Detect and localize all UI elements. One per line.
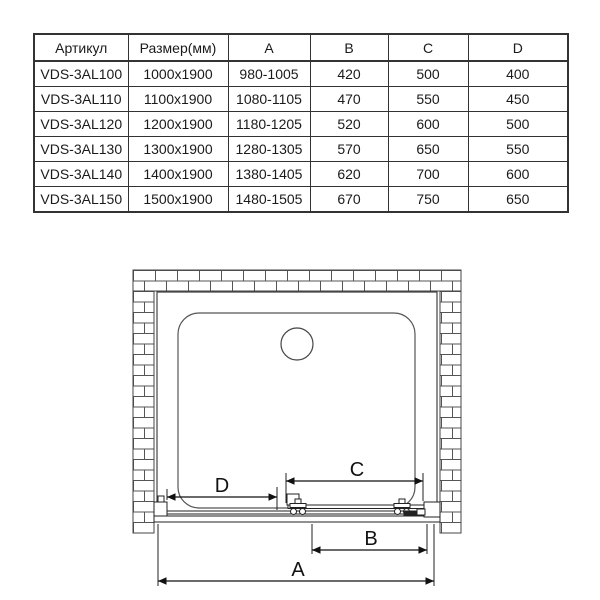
drain-circle bbox=[281, 328, 313, 360]
col-header-b: B bbox=[310, 34, 388, 61]
cell-b: 520 bbox=[310, 112, 388, 137]
roller-plate bbox=[394, 504, 410, 508]
left-wall-profile bbox=[154, 502, 167, 516]
cell-c: 750 bbox=[388, 187, 468, 213]
cell-d: 550 bbox=[468, 137, 568, 162]
cell-d: 500 bbox=[468, 112, 568, 137]
wall-left bbox=[133, 291, 154, 533]
right-wall-profile bbox=[424, 502, 440, 517]
cell-size: 1500x1900 bbox=[128, 187, 228, 213]
left-profile-tab bbox=[158, 496, 164, 502]
roller-tab bbox=[399, 499, 405, 504]
door-handle bbox=[404, 511, 418, 516]
cell-b: 420 bbox=[310, 61, 388, 87]
cell-c: 500 bbox=[388, 61, 468, 87]
roller-wheel bbox=[300, 509, 306, 515]
bottom-profile bbox=[154, 516, 440, 522]
roller-plate bbox=[290, 504, 306, 508]
cell-a: 1480-1505 bbox=[228, 187, 310, 213]
cell-d: 600 bbox=[468, 162, 568, 187]
cell-size: 1300x1900 bbox=[128, 137, 228, 162]
right-profile-tab bbox=[417, 509, 425, 515]
col-header-c: C bbox=[388, 34, 468, 61]
col-header-article: Артикул bbox=[34, 34, 128, 61]
col-header-size: Размер(мм) bbox=[128, 34, 228, 61]
dim-label-c: C bbox=[349, 459, 365, 481]
wall-top bbox=[133, 270, 461, 291]
cell-a: 980-1005 bbox=[228, 61, 310, 87]
cell-a: 1080-1105 bbox=[228, 87, 310, 112]
cell-size: 1000x1900 bbox=[128, 61, 228, 87]
cell-article: VDS-3AL110 bbox=[34, 87, 128, 112]
sliding-door-panel bbox=[288, 505, 433, 509]
cell-b: 570 bbox=[310, 137, 388, 162]
cell-size: 1100x1900 bbox=[128, 87, 228, 112]
cell-article: VDS-3AL150 bbox=[34, 187, 128, 213]
cell-article: VDS-3AL100 bbox=[34, 61, 128, 87]
cell-b: 470 bbox=[310, 87, 388, 112]
col-header-a: A bbox=[228, 34, 310, 61]
roller-wheel bbox=[395, 509, 401, 515]
cell-b: 670 bbox=[310, 187, 388, 213]
wall-right bbox=[440, 291, 461, 533]
dim-label-b: B bbox=[364, 528, 378, 550]
roller-tab bbox=[295, 499, 301, 504]
cell-a: 1380-1405 bbox=[228, 162, 310, 187]
dim-label-d: D bbox=[214, 475, 230, 497]
cell-size: 1400x1900 bbox=[128, 162, 228, 187]
roller-wheel bbox=[291, 509, 297, 515]
cell-b: 620 bbox=[310, 162, 388, 187]
cell-d: 650 bbox=[468, 187, 568, 213]
cell-article: VDS-3AL140 bbox=[34, 162, 128, 187]
cell-c: 700 bbox=[388, 162, 468, 187]
cell-d: 450 bbox=[468, 87, 568, 112]
cell-a: 1280-1305 bbox=[228, 137, 310, 162]
col-header-d: D bbox=[468, 34, 568, 61]
cell-c: 550 bbox=[388, 87, 468, 112]
cell-c: 600 bbox=[388, 112, 468, 137]
cell-article: VDS-3AL120 bbox=[34, 112, 128, 137]
cell-article: VDS-3AL130 bbox=[34, 137, 128, 162]
cell-c: 650 bbox=[388, 137, 468, 162]
cell-a: 1180-1205 bbox=[228, 112, 310, 137]
cell-size: 1200x1900 bbox=[128, 112, 228, 137]
cell-d: 400 bbox=[468, 61, 568, 87]
dim-label-a: A bbox=[291, 559, 305, 581]
